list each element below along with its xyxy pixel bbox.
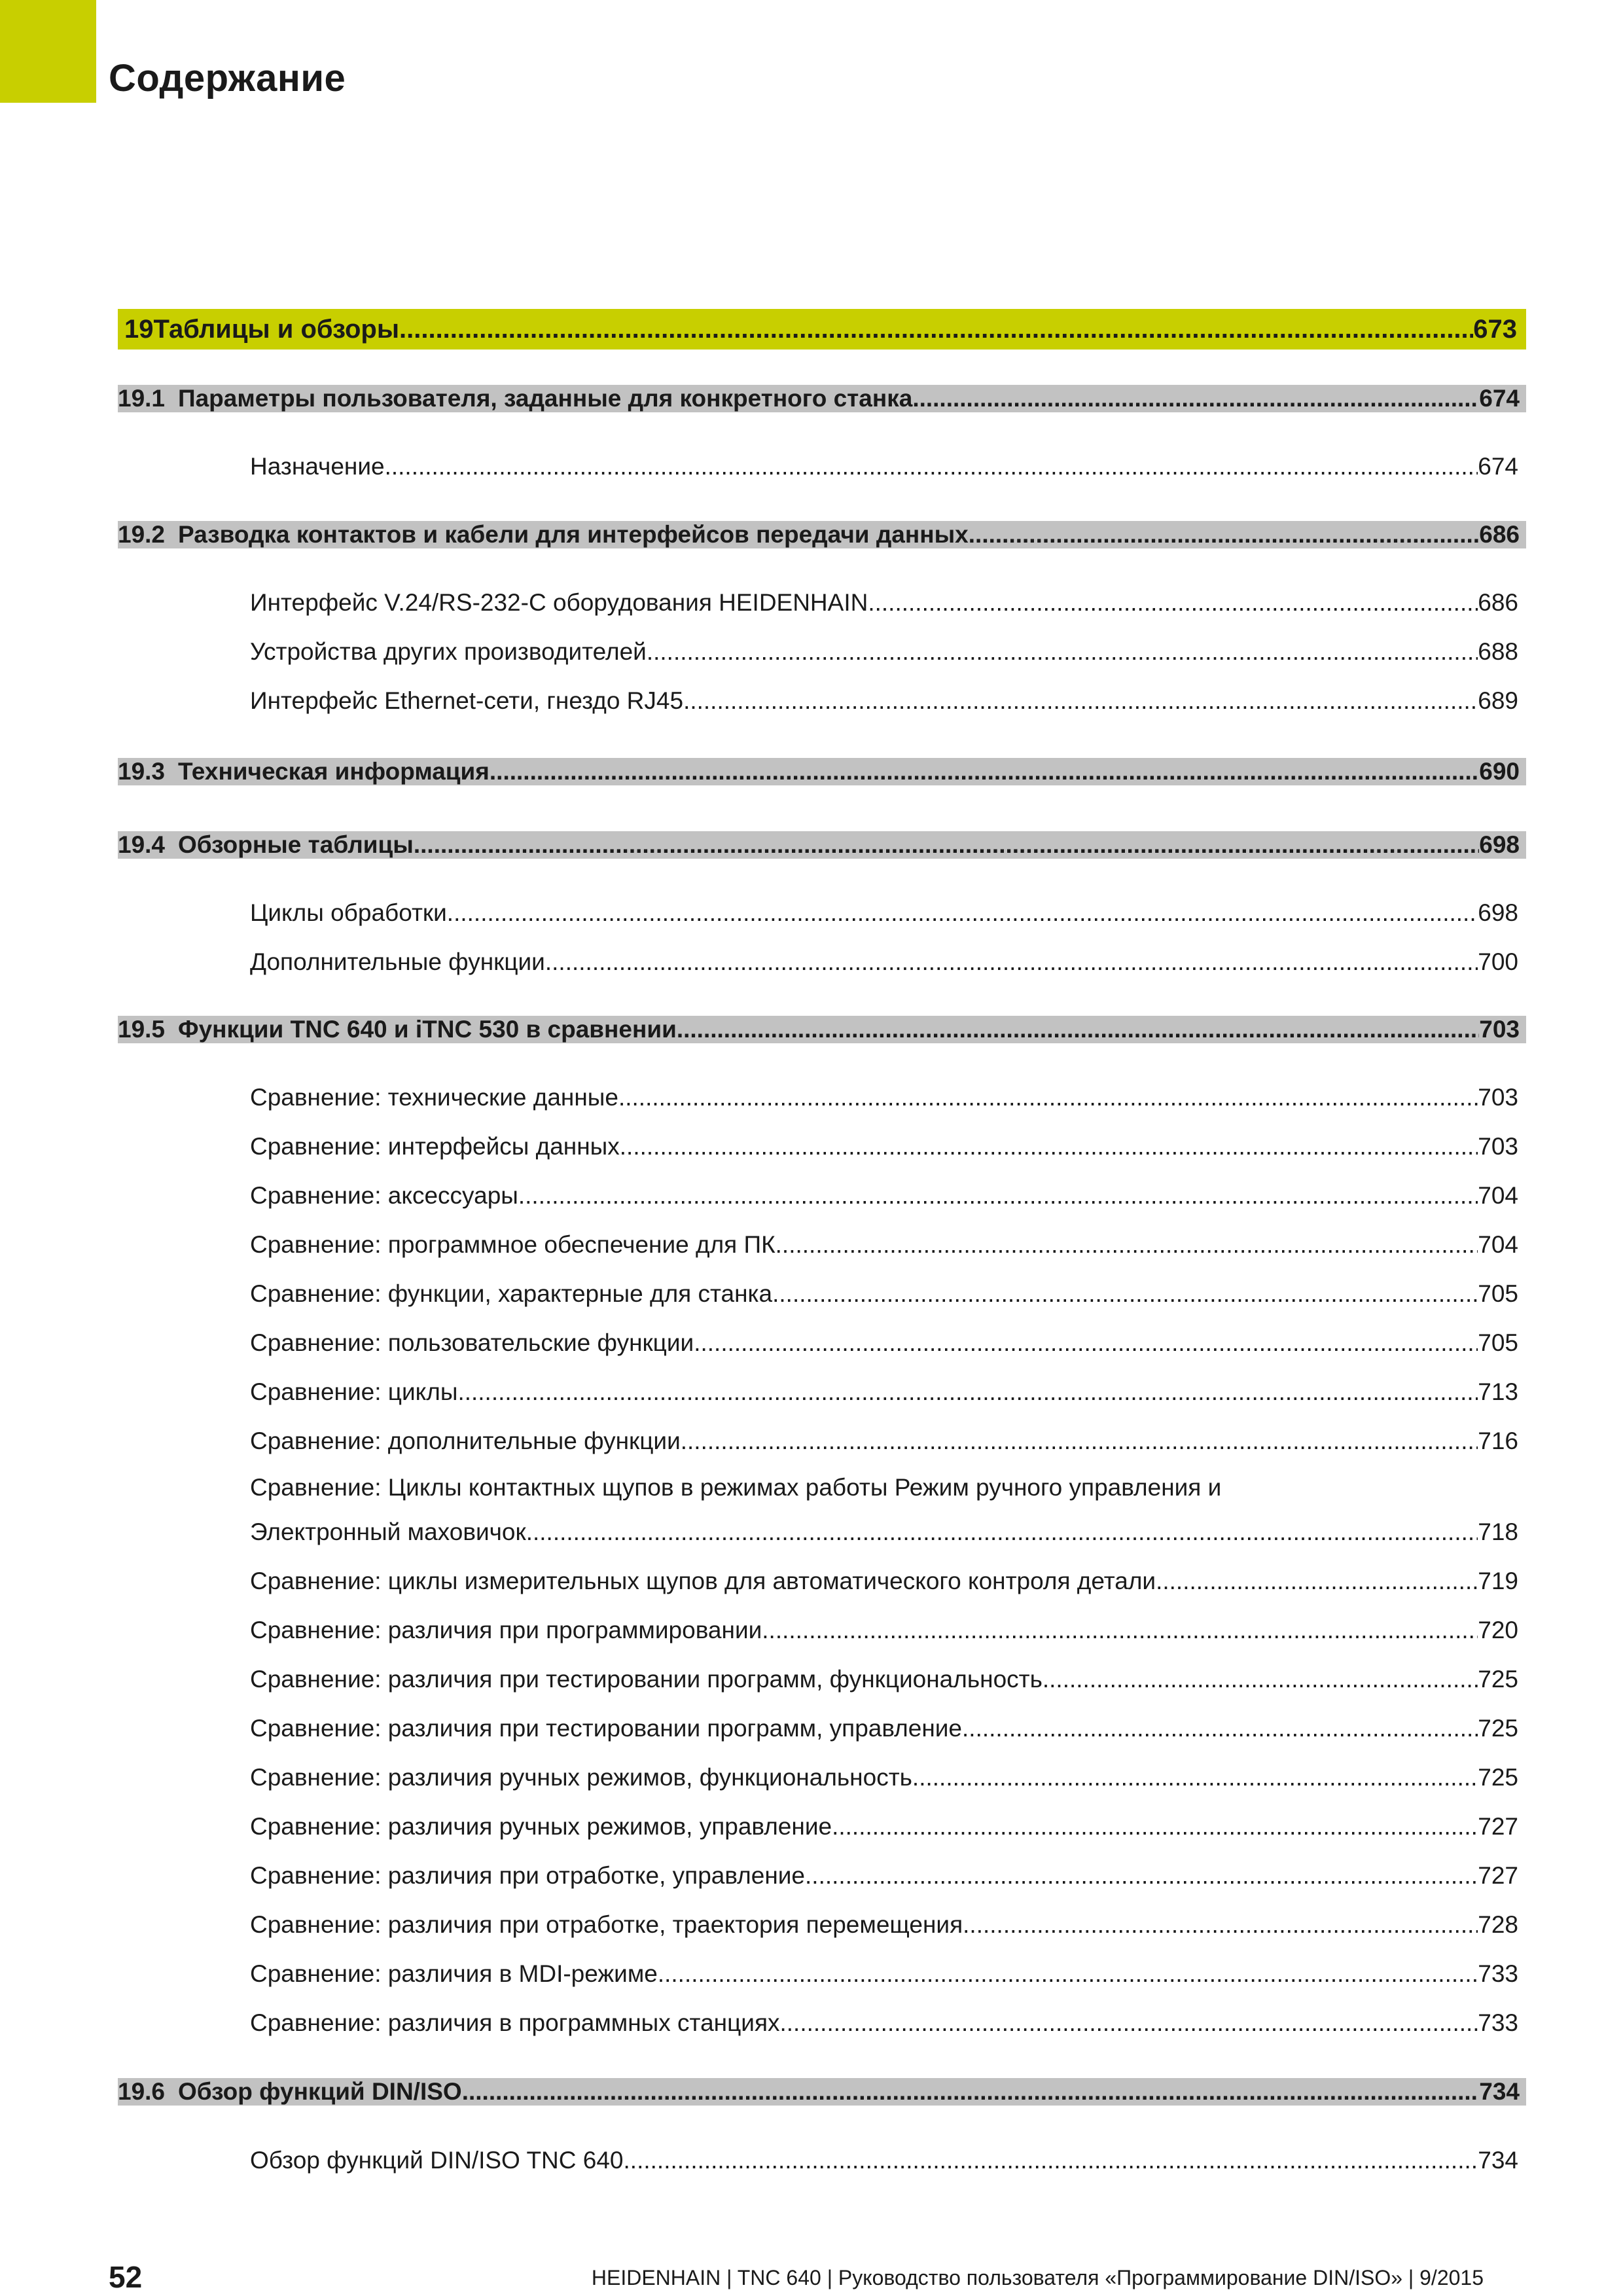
dot-leader xyxy=(545,948,1478,976)
section-title: Техническая информация xyxy=(178,758,490,785)
dot-leader xyxy=(1156,1568,1478,1595)
entry-page: 698 xyxy=(1478,899,1518,926)
entry-title-line1: Сравнение: Циклы контактных щупов в режимах работы Режим ручного управления и xyxy=(250,1474,1222,1501)
dot-leader xyxy=(385,453,1478,480)
section-page: 674 xyxy=(1479,385,1520,412)
toc-entry[interactable] xyxy=(250,1959,1520,1989)
entry-page: 700 xyxy=(1478,948,1518,975)
dot-leader xyxy=(462,2078,1480,2106)
toc-entry[interactable] xyxy=(250,686,1520,716)
toc-entry[interactable] xyxy=(250,947,1520,977)
entry-title: Назначение xyxy=(250,453,385,480)
entry-page: 734 xyxy=(1478,2147,1518,2174)
chapter-number: 19 xyxy=(124,314,154,344)
dot-leader xyxy=(658,1960,1478,1988)
toc-entry[interactable] xyxy=(250,1664,1520,1695)
entry-title: Сравнение: интерфейсы данных xyxy=(250,1133,620,1160)
entry-page: 688 xyxy=(1478,638,1518,665)
toc-entry[interactable] xyxy=(250,1328,1520,1358)
entry-title: Сравнение: различия при отработке, управление xyxy=(250,1862,806,1889)
entry-title: Циклы обработки xyxy=(250,899,447,926)
toc-section-19-5[interactable] xyxy=(118,1016,1526,1043)
dot-leader xyxy=(912,385,1479,412)
toc-section-19-3[interactable] xyxy=(118,758,1526,785)
dot-leader xyxy=(694,1329,1478,1357)
entry-title: Сравнение: циклы измерительных щупов для автоматического контроля детали xyxy=(250,1568,1156,1594)
dot-leader xyxy=(762,1617,1478,1644)
toc-entry[interactable] xyxy=(250,1861,1520,1891)
toc-entry[interactable] xyxy=(250,1713,1520,1744)
toc-entry[interactable] xyxy=(250,637,1520,667)
toc-chapter-19[interactable] xyxy=(118,309,1526,350)
entry-page: 713 xyxy=(1478,1378,1518,1405)
toc-entry[interactable] xyxy=(250,1517,1520,1547)
entry-title: Сравнение: программное обеспечение для ПК xyxy=(250,1231,776,1258)
dot-leader xyxy=(868,589,1478,617)
section-number: 19.3 xyxy=(118,758,166,785)
dot-leader xyxy=(681,1427,1478,1455)
entry-page: 727 xyxy=(1478,1862,1518,1889)
toc-section-19-1[interactable] xyxy=(118,385,1526,412)
entry-title: Сравнение: различия при программировании xyxy=(250,1617,762,1643)
section-number: 19.1 xyxy=(118,385,166,412)
dot-leader xyxy=(399,315,1473,344)
section-number: 19.5 xyxy=(118,1016,166,1043)
toc-section-19-6[interactable] xyxy=(118,2078,1526,2106)
toc-entry[interactable] xyxy=(250,1083,1520,1113)
dot-leader xyxy=(683,687,1478,715)
entry-title: Сравнение: различия ручных режимов, управление xyxy=(250,1813,832,1840)
dot-leader xyxy=(832,1813,1478,1840)
dot-leader xyxy=(518,1182,1478,1210)
section-number: 19.6 xyxy=(118,2078,166,2105)
dot-leader xyxy=(414,831,1479,859)
toc-entry[interactable] xyxy=(250,2008,1520,2038)
entry-page: 727 xyxy=(1478,1813,1518,1840)
toc-section-19-2[interactable] xyxy=(118,521,1526,548)
toc-entry[interactable] xyxy=(250,1132,1520,1162)
entry-page: 704 xyxy=(1478,1182,1518,1209)
dot-leader xyxy=(647,638,1478,666)
chapter-title: Таблицы и обзоры xyxy=(153,314,399,344)
entry-page: 725 xyxy=(1478,1666,1518,1693)
entry-title: Сравнение: различия в MDI-режиме xyxy=(250,1960,658,1987)
dot-leader xyxy=(447,899,1478,927)
dot-leader xyxy=(618,1084,1478,1111)
toc-entry[interactable] xyxy=(250,588,1520,618)
footer-text: HEIDENHAIN | TNC 640 | Руководство пользователя «Программирование DIN/ISO» | 9/2015 xyxy=(591,2266,1484,2289)
entry-page: 725 xyxy=(1478,1764,1518,1791)
entry-title: Обзор функций DIN/ISO TNC 640 xyxy=(250,2147,624,2174)
entry-title: Электронный маховичок xyxy=(250,1518,526,1545)
dot-leader xyxy=(805,1862,1478,1890)
entry-page: 718 xyxy=(1478,1518,1518,1545)
section-title: Обзорные таблицы xyxy=(178,831,414,858)
section-title: Разводка контактов и кабели для интерфейсов передачи данных xyxy=(178,521,969,548)
section-page: 698 xyxy=(1479,831,1520,858)
entry-page: 719 xyxy=(1478,1568,1518,1594)
dot-leader xyxy=(962,1715,1478,1742)
section-page: 690 xyxy=(1479,758,1520,785)
dot-leader xyxy=(1043,1666,1478,1693)
entry-title: Сравнение: технические данные xyxy=(250,1084,618,1111)
dot-leader xyxy=(526,1518,1478,1546)
entry-title: Интерфейс Ethernet-сети, гнездо RJ45 xyxy=(250,687,684,714)
toc-entry[interactable] xyxy=(250,1377,1520,1407)
dot-leader xyxy=(490,758,1479,785)
dot-leader xyxy=(620,1133,1478,1160)
entry-page: 686 xyxy=(1478,589,1518,616)
section-title: Функции TNC 640 и iTNC 530 в сравнении xyxy=(178,1016,677,1043)
entry-title: Сравнение: аксессуары xyxy=(250,1182,518,1209)
entry-page: 705 xyxy=(1478,1280,1518,1307)
dot-leader xyxy=(457,1378,1478,1406)
toc-entry[interactable] xyxy=(250,1763,1520,1793)
toc-entry[interactable] xyxy=(250,1230,1520,1260)
toc-entry[interactable] xyxy=(250,1910,1520,1940)
entry-page: 703 xyxy=(1478,1084,1518,1111)
entry-title: Сравнение: дополнительные функции xyxy=(250,1427,681,1454)
toc-entry[interactable] xyxy=(250,452,1520,482)
toc-section-19-4[interactable] xyxy=(118,831,1526,859)
toc-entry[interactable] xyxy=(250,1426,1520,1456)
section-title: Обзор функций DIN/ISO xyxy=(178,2078,462,2105)
dot-leader xyxy=(963,1911,1478,1939)
entry-page: 728 xyxy=(1478,1911,1518,1938)
dot-leader xyxy=(776,1231,1478,1259)
dot-leader xyxy=(677,1016,1479,1043)
toc-entry[interactable] xyxy=(250,1181,1520,1211)
entry-title: Сравнение: циклы xyxy=(250,1378,458,1405)
dot-leader xyxy=(912,1764,1478,1791)
footer-page-number: 52 xyxy=(109,2260,143,2294)
entry-page: 689 xyxy=(1478,687,1518,714)
dot-leader xyxy=(624,2147,1478,2174)
entry-title: Устройства других производителей xyxy=(250,638,647,665)
section-number: 19.2 xyxy=(118,521,166,548)
entry-title: Сравнение: различия в программных станциях xyxy=(250,2009,780,2036)
toc-entry[interactable] xyxy=(250,1279,1520,1309)
entry-title: Интерфейс V.24/RS-232-C оборудования HEIDENHAIN xyxy=(250,589,868,616)
dot-leader xyxy=(779,2009,1478,2037)
chapter-page: 673 xyxy=(1473,314,1517,344)
entry-title: Сравнение: различия при тестировании программ, функциональность xyxy=(250,1666,1043,1693)
toc-entry[interactable] xyxy=(250,898,1520,928)
entry-page: 703 xyxy=(1478,1133,1518,1160)
section-title: Параметры пользователя, заданные для конкретного станка xyxy=(178,385,913,412)
section-number: 19.4 xyxy=(118,831,166,858)
dot-leader xyxy=(772,1280,1478,1308)
entry-page: 705 xyxy=(1478,1329,1518,1356)
entry-title: Сравнение: пользовательские функции xyxy=(250,1329,694,1356)
entry-title: Дополнительные функции xyxy=(250,948,545,975)
entry-page: 704 xyxy=(1478,1231,1518,1258)
page-title: Содержание xyxy=(109,57,346,99)
section-page: 734 xyxy=(1479,2078,1520,2105)
toc-entry[interactable] xyxy=(250,1566,1520,1596)
toc-entry[interactable] xyxy=(250,2145,1520,2176)
entry-page: 733 xyxy=(1478,1960,1518,1987)
entry-title: Сравнение: различия при тестировании программ, управление xyxy=(250,1715,963,1742)
section-page: 703 xyxy=(1479,1016,1520,1043)
entry-page: 720 xyxy=(1478,1617,1518,1643)
section-page: 686 xyxy=(1479,521,1520,548)
entry-title: Сравнение: различия ручных режимов, функциональность xyxy=(250,1764,912,1791)
toc-entry[interactable] xyxy=(250,1615,1520,1645)
entry-page: 733 xyxy=(1478,2009,1518,2036)
entry-page: 725 xyxy=(1478,1715,1518,1742)
dot-leader xyxy=(969,521,1480,548)
entry-page: 674 xyxy=(1478,453,1518,480)
entry-title: Сравнение: различия при отработке, траектория перемещения xyxy=(250,1911,963,1938)
entry-title: Сравнение: функции, характерные для станка xyxy=(250,1280,773,1307)
entry-page: 716 xyxy=(1478,1427,1518,1454)
toc-entry[interactable] xyxy=(250,1812,1520,1842)
